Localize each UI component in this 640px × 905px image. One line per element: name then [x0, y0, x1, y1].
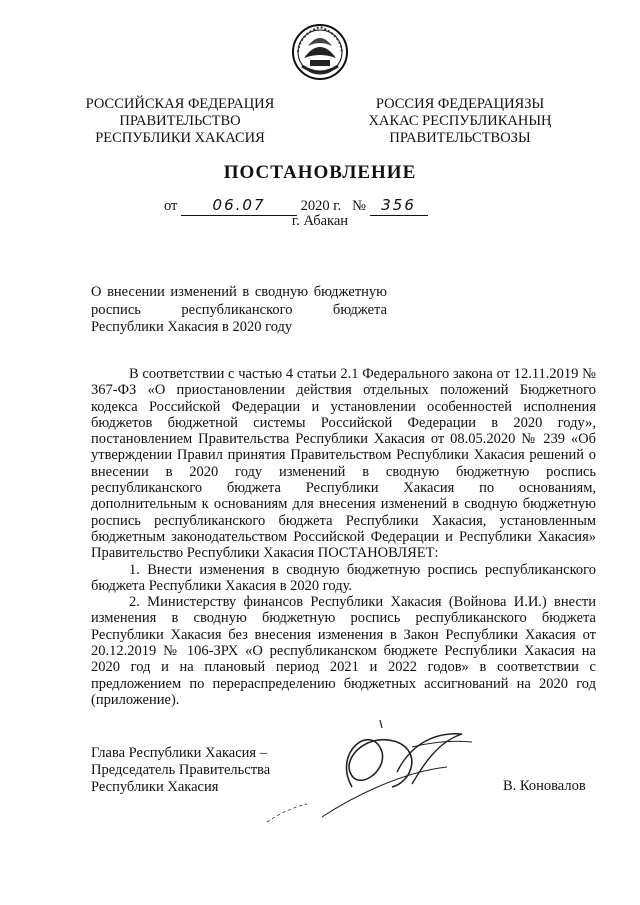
signatory-title-line-3: Республики Хакасия	[91, 779, 219, 795]
header-right-line-3: ПРАВИТЕЛЬСТВОЗЫ	[389, 130, 531, 146]
document-title: ПОСТАНОВЛЕНИЕ	[223, 162, 417, 183]
coat-of-arms-icon	[290, 22, 350, 82]
document-body	[91, 366, 596, 708]
signatory-title-block	[91, 745, 270, 796]
number-handwritten: 356	[381, 196, 416, 214]
body-paragraph-2: 2. Министерству финансов Республики Хакасия (Войнова И.И.) внести изменения в сводную бюджетную роспись республиканского бюджета Республики Хакасия без внесения изменения в Закон Республики Хакасия от 20.12.2019 № 106-ЗРХ «О республиканском бюджете Республики Хакасия на 2020 год и на плановый период 2021 и 2022 годов» в соответствии с предложением по перераспределению бюджетных ассигнований на 2020 год (приложение).	[91, 594, 596, 708]
document-subject: О внесении изменений в сводную бюджетную роспись республиканского бюджета Республики Хакасия в 2020 году	[91, 284, 387, 335]
date-from-label: от	[164, 198, 178, 214]
header-left-line-1: РОССИЙСКАЯ ФЕДЕРАЦИЯ	[85, 96, 275, 112]
date-handwritten: 06.07	[212, 196, 266, 214]
body-paragraph-preamble: В соответствии с частью 4 статьи 2.1 Федерального закона от 12.11.2019 № 367-ФЗ «О приостановлении действия отдельных положений Бюджетного кодекса Российской Федерации и установлении особенностей исполнения бюджетов бюджетной системы Российской Федерации в 2020 году», постановлением Правительства Республики Хакасия от 08.05.2020 № 239 «Об утверждении Правил принятия Правительством Республики Хакасия решений о внесении в 2020 году изменений в сводную бюджетную роспись республиканского бюджета Республики Хакасия по основаниям, дополнительным к основаниям для внесения изменений в сводную бюджетную роспись республиканского бюджета Республики Хакасия, установленным бюджетным законодательством Российской Федерации и Республики Хакасия» Правительство Республики Хакасия ПОСТАНОВЛЯЕТ:	[91, 366, 596, 562]
header-left-block	[80, 96, 280, 147]
city-line: г. Абакан	[291, 213, 349, 229]
header-right-line-1: РОССИЯ ФЕДЕРАЦИЯЗЫ	[375, 96, 545, 112]
date-year: 2020 г.	[300, 198, 342, 214]
body-paragraph-1: 1. Внести изменения в сводную бюджетную роспись республиканского бюджета Республики Хакасия в 2020 году.	[91, 561, 596, 594]
header-left-line-2: ПРАВИТЕЛЬСТВО	[119, 113, 241, 129]
signatory-name: В. Коновалов	[503, 778, 586, 794]
signatory-title-line-2: Председатель Правительства	[91, 762, 271, 778]
number-label: №	[352, 198, 366, 214]
header-right-block	[360, 96, 560, 147]
header-right-line-2: ХАКАС РЕСПУБЛИКАНЫҢ	[368, 113, 552, 129]
signatory-title-line-1: Глава Республики Хакасия –	[91, 745, 267, 761]
handwritten-signature-icon	[262, 712, 482, 832]
header-left-line-3: РЕСПУБЛИКИ ХАКАСИЯ	[95, 130, 265, 146]
